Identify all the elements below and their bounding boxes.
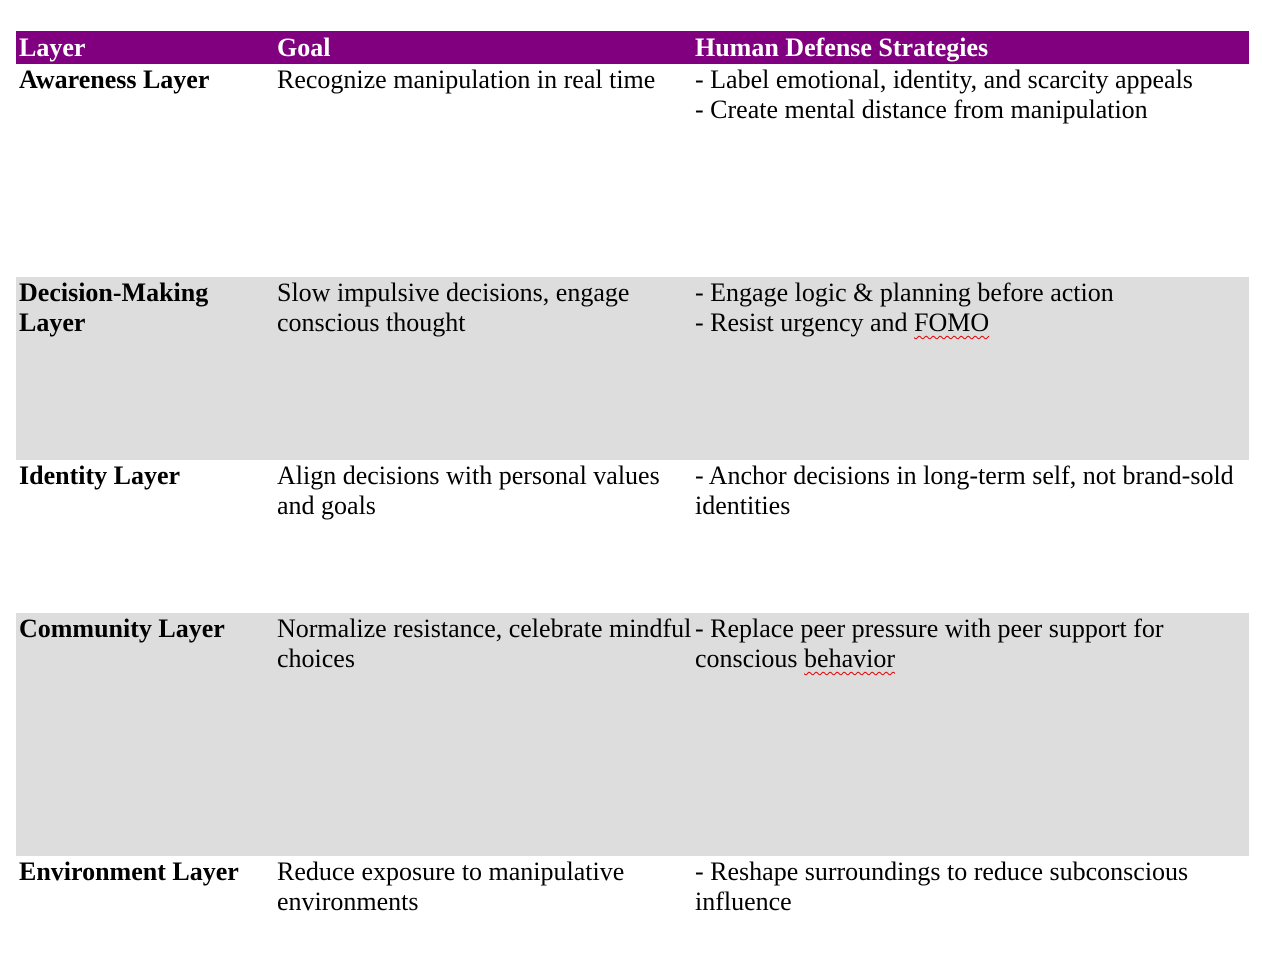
layer-cell[interactable]: Environment Layer	[19, 857, 239, 886]
strategies-cell[interactable]	[692, 613, 1249, 856]
layers-table	[16, 31, 1249, 946]
strategies-cell[interactable]	[692, 277, 1249, 460]
strategies-cell[interactable]	[692, 460, 1249, 613]
table-header-row	[16, 31, 1249, 64]
goal-cell[interactable]: Slow impulsive decisions, engage conscious thought	[277, 278, 630, 337]
strategy-line: - Label emotional, identity, and scarcity appeals	[695, 65, 1193, 94]
table-row-environment	[16, 856, 1249, 946]
goal-cell[interactable]: Reduce exposure to manipulative environments	[277, 857, 625, 916]
spellcheck-flagged-word[interactable]: behavior	[804, 644, 896, 673]
table-row-decision-making	[16, 277, 1249, 460]
strategy-line: - Create mental distance from manipulation	[695, 95, 1148, 124]
layer-cell[interactable]: Decision-Making Layer	[19, 278, 209, 337]
table-row-community	[16, 613, 1249, 856]
header-strategies[interactable]: Human Defense Strategies	[695, 33, 989, 62]
goal-cell[interactable]: Align decisions with personal values and goals	[277, 461, 660, 520]
spellcheck-flagged-word[interactable]: FOMO	[914, 308, 990, 337]
goal-cell[interactable]: Recognize manipulation in real time	[277, 65, 656, 94]
layer-cell[interactable]: Community Layer	[19, 614, 225, 643]
strategies-cell[interactable]	[692, 856, 1249, 946]
strategy-line: - Engage logic & planning before action	[695, 278, 1114, 307]
header-layer[interactable]: Layer	[19, 33, 86, 62]
goal-cell[interactable]: Normalize resistance, celebrate mindful choices	[277, 614, 692, 673]
table-row-identity	[16, 460, 1249, 613]
header-goal[interactable]: Goal	[277, 33, 331, 62]
strategy-line: - Resist urgency and FOMO	[695, 308, 990, 337]
table-row-awareness	[16, 64, 1249, 277]
strategy-line: - Anchor decisions in long-term self, not brand-sold identities	[695, 461, 1234, 520]
layer-cell[interactable]: Identity Layer	[19, 461, 181, 490]
layer-cell[interactable]: Awareness Layer	[19, 65, 210, 94]
strategy-line: - Reshape surroundings to reduce subconscious influence	[695, 857, 1189, 916]
strategies-cell[interactable]	[692, 64, 1249, 277]
strategy-line: - Replace peer pressure with peer support for conscious behavior	[695, 614, 1164, 673]
